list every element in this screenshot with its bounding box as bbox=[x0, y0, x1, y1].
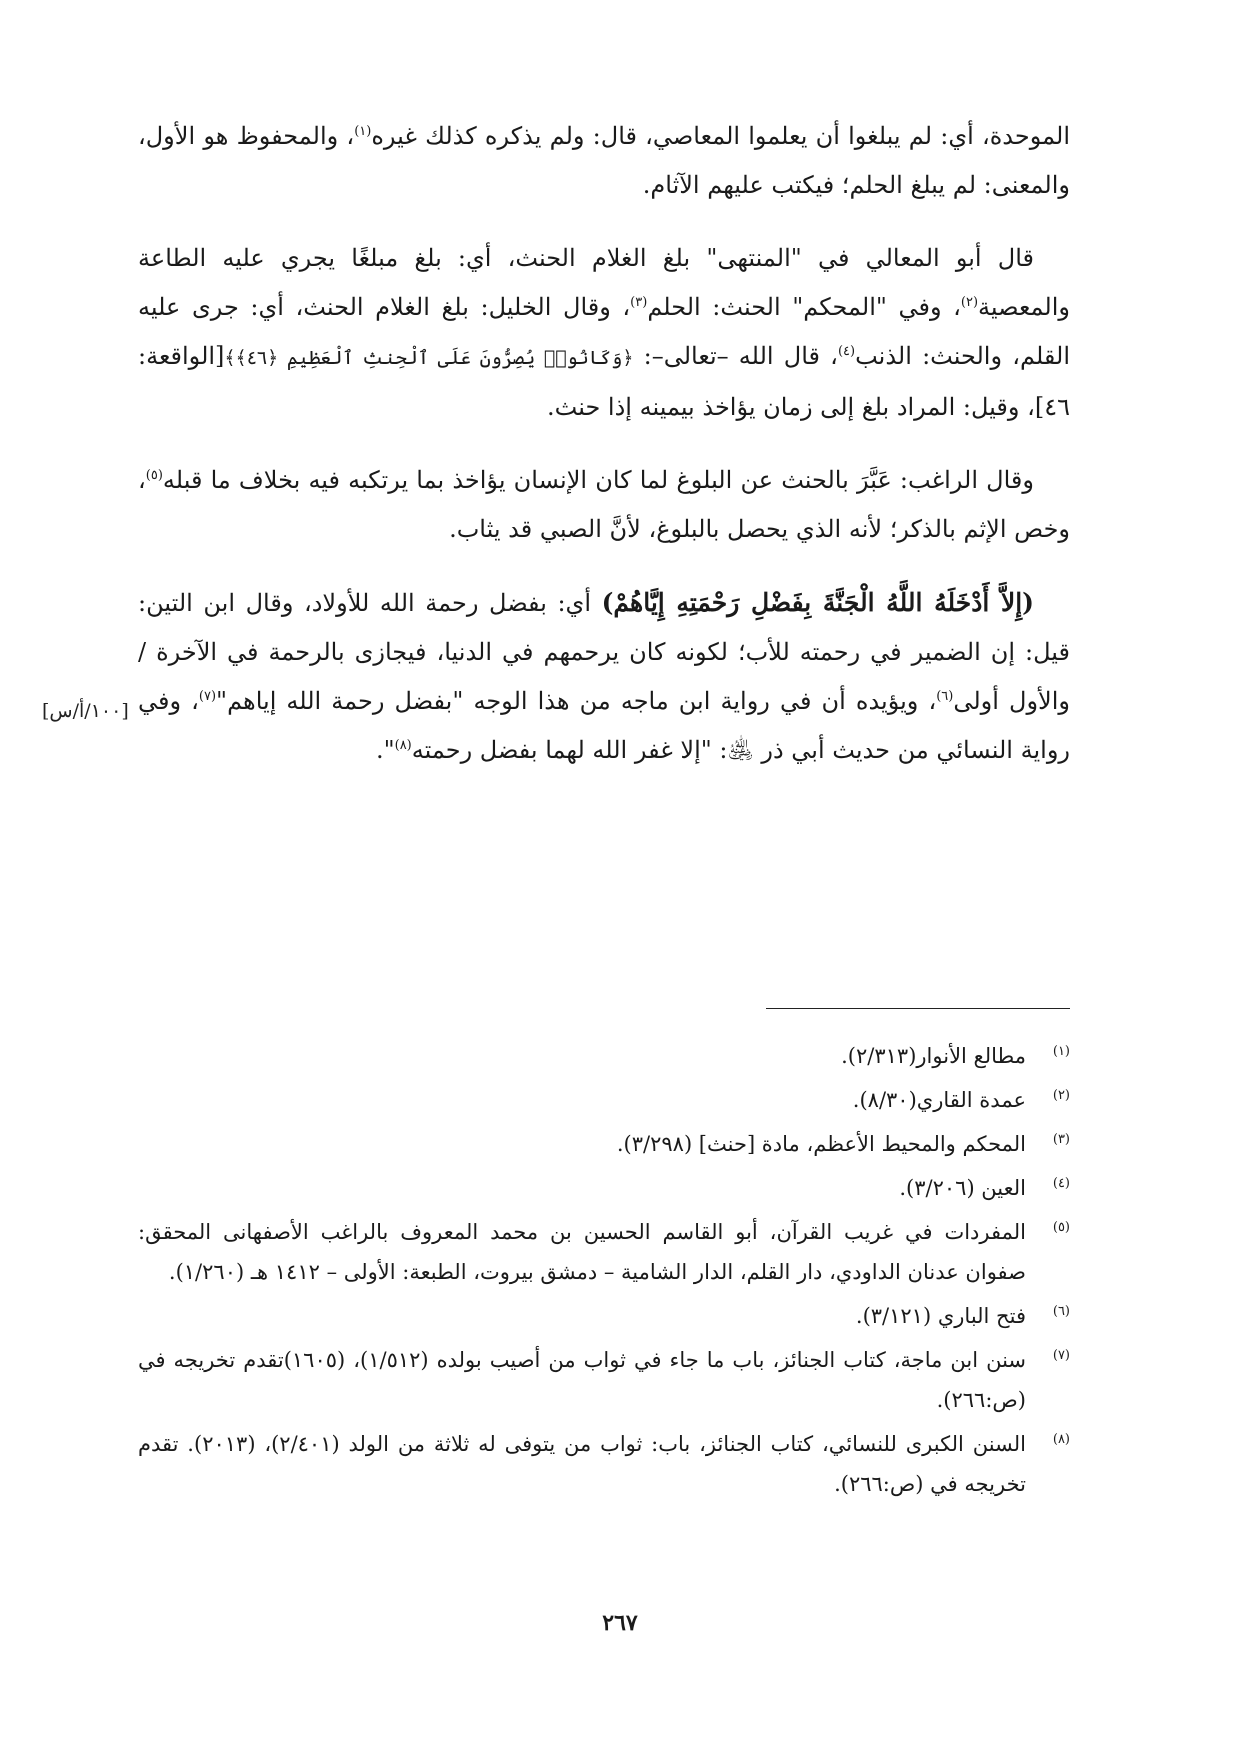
text-segment: ، والمحفوظ هو الأول، والمعنى: لم يبلغ الحلم؛ فيكتب عليهم الآثام. bbox=[138, 122, 1070, 199]
footnote-number: (٨) bbox=[1052, 1432, 1070, 1447]
footnote-ref[interactable]: (٦) bbox=[936, 689, 954, 704]
footnote-ref[interactable]: (٣) bbox=[630, 295, 648, 310]
footnote-ref[interactable]: (٢) bbox=[960, 295, 979, 310]
footnote-2 bbox=[138, 1080, 1070, 1120]
footnote-number: (٤) bbox=[1052, 1176, 1070, 1191]
text-segment: ، قال الله –تعالى–: bbox=[633, 342, 838, 370]
paragraph-4 bbox=[138, 578, 1070, 775]
text-segment: ، ويؤيده أن في رواية ابن ماجه من هذا الوجه "بفضل رحمة الله إياهم" bbox=[216, 687, 937, 715]
footnote-ref[interactable]: (٨) bbox=[394, 738, 412, 753]
page-number: ٢٦٧ bbox=[602, 1610, 638, 1636]
footnote-number: (٥) bbox=[1052, 1220, 1070, 1235]
footnotes-section bbox=[138, 1036, 1070, 1508]
text-segment: ، وفي رواية النسائي من حديث أبي ذر ﵁: "إلا غفر الله لهما بفضل رحمته bbox=[138, 687, 1070, 764]
quran-verse: ﴿وَكَانُوا۟ يُصِرُّونَ عَلَى ٱلْحِنثِ ٱلْعَظِيمِ ﴿٤٦﴾﴾ bbox=[224, 347, 634, 369]
footnote-4 bbox=[138, 1168, 1070, 1208]
footnote-ref[interactable]: (١) bbox=[354, 124, 372, 139]
footnote-number: (٦) bbox=[1052, 1304, 1070, 1319]
paragraph-1 bbox=[138, 112, 1070, 210]
hadith-quote: (إِلاَّ أَدْخَلَهُ اللَّهُ الْجَنَّةَ بِفَضْلِ رَحْمَتِهِ إِيَّاهُمْ) bbox=[601, 588, 1034, 617]
text-segment: ". bbox=[375, 736, 395, 764]
text-segment: ، وخص الإثم بالذكر؛ لأنه الذي يحصل بالبلوغ، لأنَّ الصبي قد يثاب. bbox=[138, 466, 1070, 543]
footnote-number: (٣) bbox=[1052, 1132, 1070, 1147]
text-segment: ، وفي "المحكم" الحنث: الحلم bbox=[647, 293, 961, 321]
footnote-text: عمدة القاري(٨/٣٠). bbox=[852, 1088, 1026, 1112]
footnote-number: (١) bbox=[1052, 1044, 1070, 1059]
footnote-1 bbox=[138, 1036, 1070, 1076]
footnote-number: (٧) bbox=[1052, 1348, 1070, 1363]
footnote-7 bbox=[138, 1340, 1070, 1420]
footnote-text: العين (٣/٢٠٦). bbox=[899, 1176, 1026, 1200]
footnote-6 bbox=[138, 1296, 1070, 1336]
text-segment: أي: بفضل رحمة الله للأولاد، وقال ابن التين: قيل: إن الضمير في رحمته للأب؛ لكونه كان يرحمهم في الدنيا، فيجازى بالرحمة في الآخرة /والأول أولى bbox=[138, 589, 1070, 715]
footnote-text: فتح الباري (٣/١٢١). bbox=[855, 1304, 1026, 1328]
footnote-ref[interactable]: (٥) bbox=[145, 468, 163, 483]
paragraph-2 bbox=[138, 234, 1070, 432]
text-segment: الموحدة، أي: لم يبلغوا أن يعلموا المعاصي، قال: ولم يذكره كذلك غيره bbox=[371, 122, 1070, 150]
footnote-text: السنن الكبرى للنسائي، كتاب الجنائز، باب: ثواب من يتوفى له ثلاثة من الولد (٢/٤٠١)، (٢٠١٣). تقدم تخريجه في (ص:٢٦٦). bbox=[138, 1432, 1026, 1496]
footnote-number: (٢) bbox=[1052, 1088, 1070, 1103]
text-segment: ، وقال الخليل: بلغ الغلام الحنث، أي: جرى عليه القلم، والحنث: الذنب bbox=[138, 293, 1071, 370]
footnote-text: المفردات في غريب القرآن، أبو القاسم الحسين بن محمد المعروف بالراغب الأصفهانى المحقق: صفوان عدنان الداودي، دار القلم، الدار الشامية – دمشق بيروت، الطبعة: الأولى – ١٤١٢ هـ (١/٢٦٠). bbox=[138, 1220, 1026, 1284]
text-segment: [الواقعة: ٤٦]، وقيل: المراد بلغ إلى زمان يؤاخذ بيمينه إذا حنث. bbox=[138, 342, 1070, 421]
footnote-text: المحكم والمحيط الأعظم، مادة [حنث] (٣/٢٩٨). bbox=[616, 1132, 1026, 1156]
footnote-3 bbox=[138, 1124, 1070, 1164]
footnote-5 bbox=[138, 1212, 1070, 1292]
paragraph-3 bbox=[138, 456, 1070, 554]
footnote-text: مطالع الأنوار(٢/٣١٣). bbox=[841, 1044, 1026, 1068]
footnote-ref[interactable]: (٧) bbox=[198, 689, 217, 704]
main-text bbox=[138, 112, 1070, 799]
footnote-ref[interactable]: (٤) bbox=[837, 344, 856, 359]
manuscript-margin-note: [١٠٠/أ/س] bbox=[42, 700, 129, 722]
text-segment: قال أبو المعالي في "المنتهى" بلغ الغلام الحنث، أي: بلغ مبلغًا يجري عليه الطاعة والمعصية bbox=[138, 244, 1070, 321]
footnote-8 bbox=[138, 1424, 1070, 1504]
footnote-separator bbox=[766, 1008, 1070, 1009]
text-segment: وقال الراغب: عَبَّرَ بالحنث عن البلوغ لما كان الإنسان يؤاخذ بما يرتكبه فيه بخلاف ما قبله bbox=[162, 466, 1034, 494]
footnote-text: سنن ابن ماجة، كتاب الجنائز، باب ما جاء في ثواب من أصيب بولده (١/٥١٢)، (١٦٠٥)تقدم تخريجه في (ص:٢٦٦). bbox=[138, 1348, 1026, 1412]
